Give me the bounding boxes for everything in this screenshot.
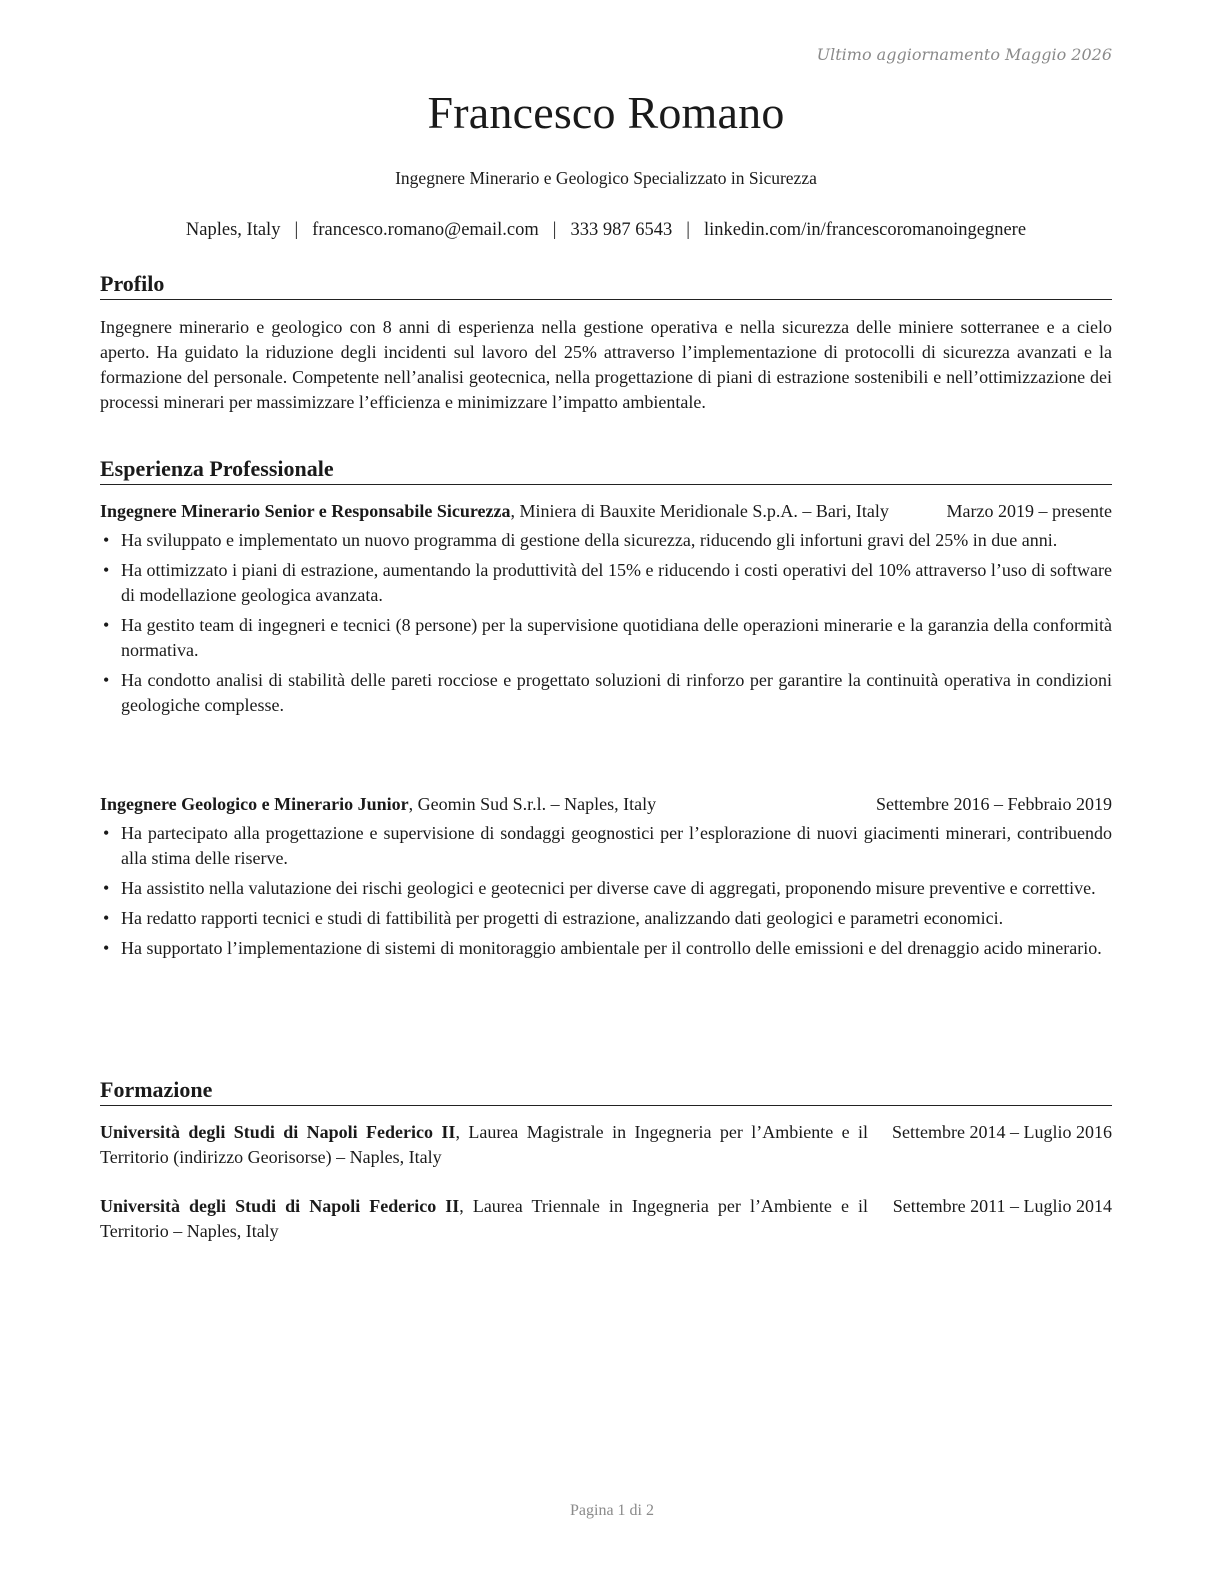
list-item (100, 613, 1112, 663)
bullet-icon: • (103, 670, 110, 690)
contact-separator: | (552, 220, 557, 240)
page-number: Pagina 1 di 2 (570, 1502, 654, 1519)
education-title-line (100, 1120, 868, 1170)
education-school: Università degli Studi di Napoli Federico II (100, 1122, 456, 1142)
job-header (100, 792, 1112, 817)
contact-phone: 333 987 6543 (570, 220, 673, 240)
list-item (100, 558, 1112, 608)
job-bullets (100, 821, 1112, 961)
job-title-line (100, 499, 890, 524)
candidate-name: Francesco Romano (427, 87, 785, 138)
job-company: , Miniera di Bauxite Meridionale S.p.A. – Bari, Italy (510, 501, 889, 521)
job-dates: Marzo 2019 – presente (946, 501, 1112, 521)
bullet-text: Ha gestito team di ingegneri e tecnici (8 persone) per la supervisione quotidiana delle operazioni minerarie e la garanzia della conformità normativa. (121, 615, 1112, 660)
tagline: Ingegnere Minerario e Geologico Specializzato in Sicurezza (395, 168, 817, 188)
education-entry (100, 1194, 1112, 1244)
education-degree: , Laurea Triennale in Ingegneria per l’Ambiente e il Territorio – Naples, Italy (100, 1196, 868, 1241)
contact-line (100, 220, 1112, 241)
job-bullets (100, 528, 1112, 718)
bullet-icon: • (103, 530, 110, 550)
bullet-text: Ha assistito nella valutazione dei rischi geologici e geotecnici per diverse cave di aggregati, proponendo misure preventive e correttive. (121, 878, 1096, 898)
section-title-education: Formazione (100, 1076, 1112, 1106)
bullet-text: Ha ottimizzato i piani di estrazione, aumentando la produttività del 15% e riducendo i costi operativi del 10% attraverso l’uso di software di modellazione geologica avanzata. (121, 560, 1112, 605)
job-company: , Geomin Sud S.r.l. – Naples, Italy (408, 794, 657, 814)
education-degree: , Laurea Magistrale in Ingegneria per l’Ambiente e il Territorio (indirizzo Georisorse) – Naples, Italy (100, 1122, 869, 1167)
education-title-line (100, 1194, 868, 1244)
bullet-text: Ha partecipato alla progettazione e supervisione di sondaggi geognostici per l’esplorazione di nuovi giacimenti minerari, contribuendo alla stima delle riserve. (121, 823, 1112, 868)
contact-linkedin[interactable]: linkedin.com/in/francescoromanoingegnere (703, 220, 1027, 240)
list-item (100, 821, 1112, 871)
education-dates: Settembre 2011 – Luglio 2014 (892, 1196, 1112, 1216)
education-dates: Settembre 2014 – Luglio 2016 (892, 1122, 1112, 1142)
list-item (100, 936, 1112, 961)
profile-text: Ingegnere minerario e geologico con 8 anni di esperienza nella gestione operativa e nella sicurezza delle miniere sotterranee e a cielo aperto. Ha guidato la riduzione degli incidenti sul lavoro del 25% attraverso l’implementazione di protocolli di sicurezza avanzati e la formazione del personale. Competente nell’analisi geotecnica, nella progettazione di piani di estrazione sostenibili e nell’ottimizzazione dei processi minerari per massimizzare l’efficienza e minimizzare l’impatto ambientale. (100, 317, 1112, 412)
list-item (100, 876, 1112, 901)
bullet-text: Ha supportato l’implementazione di sistemi di monitoraggio ambientale per il controllo delle emissioni e del drenaggio acido minerario. (121, 938, 1102, 958)
job-entry (100, 792, 1112, 966)
contact-separator: | (294, 220, 299, 240)
education-school: Università degli Studi di Napoli Federico II (100, 1196, 460, 1216)
job-role: Ingegnere Geologico e Minerario Junior (100, 794, 409, 814)
contact-location: Naples, Italy (185, 220, 281, 240)
contact-email[interactable]: francesco.romano@email.com (312, 220, 539, 240)
bullet-text: Ha sviluppato e implementato un nuovo programma di gestione della sicurezza, riducendo gli infortuni gravi del 25% in due anni. (121, 530, 1058, 550)
bullet-icon: • (103, 938, 110, 958)
section-title-profile: Profilo (100, 270, 1112, 300)
last-updated: Ultimo aggiornamento Maggio 2026 (816, 45, 1112, 64)
job-role: Ingegnere Minerario Senior e Responsabile Sicurezza (100, 501, 511, 521)
education-entry (100, 1120, 1112, 1170)
resume-page (100, 0, 1112, 1584)
section-title-experience: Esperienza Professionale (100, 455, 1112, 485)
bullet-icon: • (103, 560, 110, 580)
job-entry (100, 499, 1112, 723)
job-title-line (100, 792, 840, 817)
bullet-text: Ha condotto analisi di stabilità delle pareti rocciose e progettato soluzioni di rinforzo per garantire la continuità operativa in condizioni geologiche complesse. (121, 670, 1112, 715)
bullet-icon: • (103, 908, 110, 928)
education-row (100, 1120, 1112, 1170)
bullet-icon: • (103, 878, 110, 898)
contact-separator: | (686, 220, 690, 240)
job-dates: Settembre 2016 – Febbraio 2019 (876, 794, 1112, 814)
bullet-icon: • (103, 823, 110, 843)
bullet-icon: • (103, 615, 110, 635)
list-item (100, 668, 1112, 718)
list-item (100, 906, 1112, 931)
list-item (100, 528, 1112, 553)
education-row (100, 1194, 1112, 1244)
job-header (100, 499, 1112, 524)
bullet-text: Ha redatto rapporti tecnici e studi di fattibilità per progetti di estrazione, analizzando dati geologici e parametri economici. (121, 908, 1004, 928)
